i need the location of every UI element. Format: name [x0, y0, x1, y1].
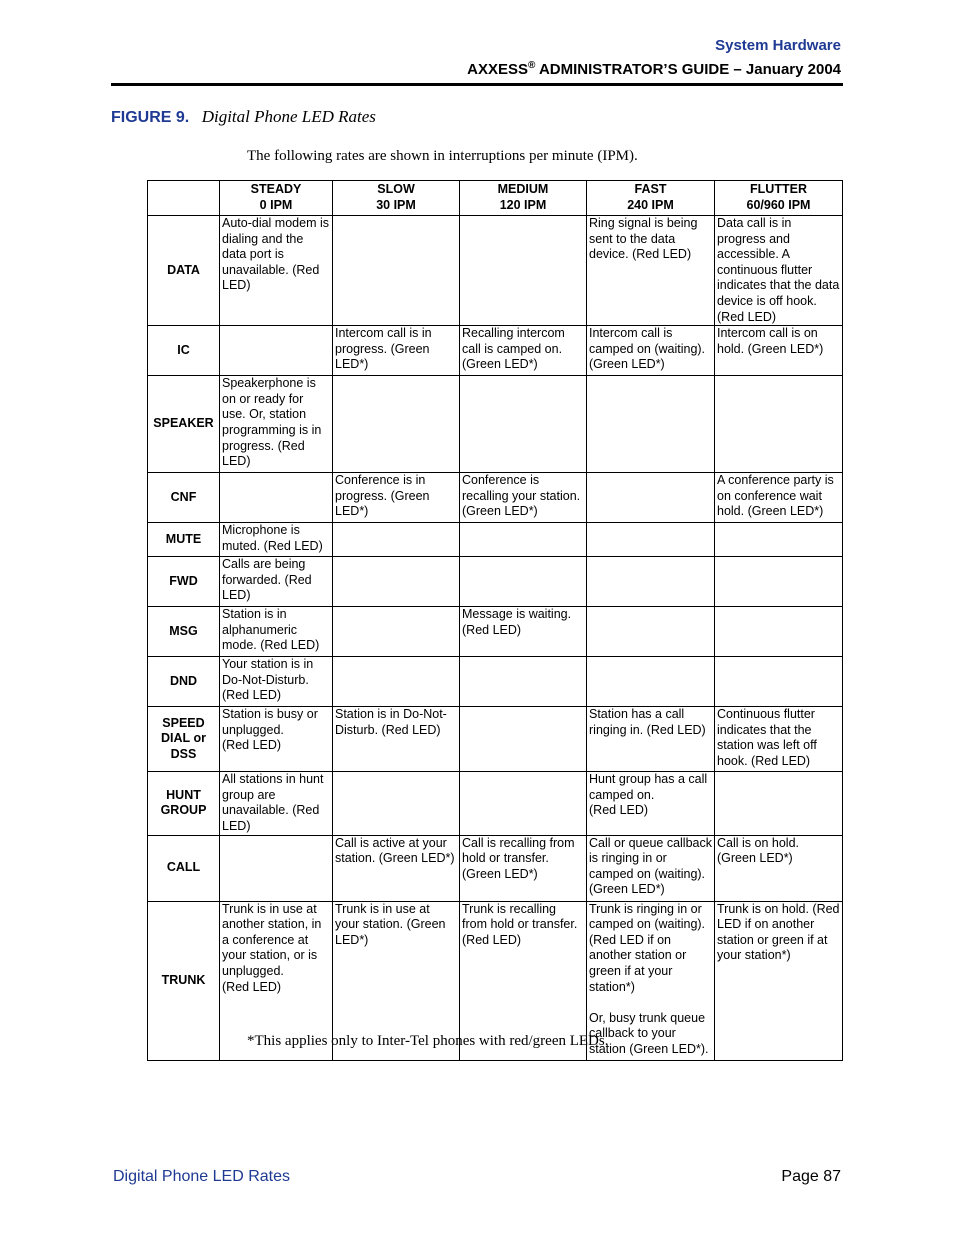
row-header: CNF — [148, 473, 220, 523]
table-cell — [333, 216, 460, 326]
table-cell: Recalling intercom call is camped on. (Green LED*) — [460, 326, 587, 376]
table-row — [148, 557, 843, 607]
column-header: MEDIUM 120 IPM — [460, 181, 587, 216]
table-cell — [587, 657, 715, 707]
table-cell: Trunk is in use at another station, in a conference at your station, or is unplugged. (Red LED) — [220, 901, 333, 1060]
table-cell — [587, 376, 715, 473]
header-rule — [111, 83, 843, 86]
table-cell — [587, 607, 715, 657]
table-cell: Calls are being forwarded. (Red LED) — [220, 557, 333, 607]
table-cell: Trunk is on hold. (Red LED if on another station or green if at your station*) — [715, 901, 843, 1060]
row-header: FWD — [148, 557, 220, 607]
table-cell: Trunk is ringing in or camped on (waiting). (Red LED if on another station or green if at your station*) Or, busy trunk queue callback to your station (Green LED*). — [587, 901, 715, 1060]
guide-title: ADMINISTRATOR’S GUIDE – January 2004 — [535, 61, 841, 78]
intro-text: The following rates are shown in interruptions per minute (IPM). — [247, 148, 638, 164]
table-row — [148, 376, 843, 473]
table-cell: Call is on hold. (Green LED*) — [715, 835, 843, 901]
footnote: *This applies only to Inter-Tel phones with red/green LEDs. — [247, 1033, 609, 1049]
table-cell: Continuous flutter indicates that the station was left off hook. (Red LED) — [715, 707, 843, 772]
table-cell: Conference is recalling your station. (Green LED*) — [460, 473, 587, 523]
registered-mark: ® — [527, 60, 536, 71]
row-header: HUNT GROUP — [148, 772, 220, 835]
row-header: IC — [148, 326, 220, 376]
table-row — [148, 607, 843, 657]
table-cell: Call or queue callback is ringing in or camped on (waiting). (Green LED*) — [587, 835, 715, 901]
table-cell: Speakerphone is on or ready for use. Or, station programming is in progress. (Red LED) — [220, 376, 333, 473]
table-row — [148, 657, 843, 707]
table-cell — [715, 376, 843, 473]
figure-caption — [111, 107, 376, 127]
table-cell — [460, 376, 587, 473]
table-cell: Message is waiting. (Red LED) — [460, 607, 587, 657]
table-cell — [460, 772, 587, 835]
table-cell — [333, 376, 460, 473]
table-cell: Trunk is recalling from hold or transfer. (Red LED) — [460, 901, 587, 1060]
row-header: MUTE — [148, 523, 220, 557]
table-cell — [715, 657, 843, 707]
row-header: MSG — [148, 607, 220, 657]
table-cell — [220, 835, 333, 901]
table-cell: Station is in alphanumeric mode. (Red LED) — [220, 607, 333, 657]
column-header: FLUTTER 60/960 IPM — [715, 181, 843, 216]
table-cell — [333, 772, 460, 835]
table-cell: Call is active at your station. (Green LED*) — [333, 835, 460, 901]
table-cell: Data call is in progress and accessible. A continuous flutter indicates that the data device is off hook. (Red LED) — [715, 216, 843, 326]
guide-brand: AXXESS — [467, 61, 528, 78]
table-cell: Station has a call ringing in. (Red LED) — [587, 707, 715, 772]
row-header: TRUNK — [148, 901, 220, 1060]
table-row — [148, 707, 843, 772]
table-row — [148, 326, 843, 376]
running-header-guide — [467, 60, 841, 78]
table-cell: A conference party is on conference wait hold. (Green LED*) — [715, 473, 843, 523]
table-cell: Call is recalling from hold or transfer. (Green LED*) — [460, 835, 587, 901]
table-cell: Auto-dial modem is dialing and the data port is unavailable. (Red LED) — [220, 216, 333, 326]
table-row — [148, 835, 843, 901]
table-cell: Station is in Do-Not-Disturb. (Red LED) — [333, 707, 460, 772]
table-cell: Conference is in progress. (Green LED*) — [333, 473, 460, 523]
table-cell — [715, 557, 843, 607]
column-header: SLOW 30 IPM — [333, 181, 460, 216]
table-cell: Intercom call is on hold. (Green LED*) — [715, 326, 843, 376]
column-header: STEADY 0 IPM — [220, 181, 333, 216]
column-header — [148, 181, 220, 216]
table-cell — [587, 473, 715, 523]
running-header-section: System Hardware — [715, 37, 841, 54]
table-cell — [333, 523, 460, 557]
table-row — [148, 473, 843, 523]
table-cell — [715, 607, 843, 657]
figure-title: Digital Phone LED Rates — [201, 107, 376, 126]
row-header: CALL — [148, 835, 220, 901]
row-header: DATA — [148, 216, 220, 326]
table-cell: Your station is in Do-Not-Disturb. (Red LED) — [220, 657, 333, 707]
table-cell — [333, 557, 460, 607]
table-cell: Microphone is muted. (Red LED) — [220, 523, 333, 557]
table-cell: Intercom call is in progress. (Green LED*) — [333, 326, 460, 376]
table-cell — [220, 326, 333, 376]
table-row — [148, 216, 843, 326]
table-cell — [587, 523, 715, 557]
table-cell — [460, 216, 587, 326]
table-row — [148, 523, 843, 557]
table-cell: Station is busy or unplugged. (Red LED) — [220, 707, 333, 772]
table-cell — [460, 523, 587, 557]
table-cell — [460, 557, 587, 607]
row-header: DND — [148, 657, 220, 707]
row-header: SPEED DIAL or DSS — [148, 707, 220, 772]
table-cell: Intercom call is camped on (waiting). (Green LED*) — [587, 326, 715, 376]
figure-label: FIGURE 9. — [111, 109, 190, 126]
table-cell: Hunt group has a call camped on. (Red LED) — [587, 772, 715, 835]
led-rates-table — [147, 180, 843, 1061]
table-cell — [587, 557, 715, 607]
table-cell — [333, 607, 460, 657]
table-row — [148, 772, 843, 835]
table-cell: Trunk is in use at your station. (Green LED*) — [333, 901, 460, 1060]
table-cell — [460, 657, 587, 707]
table-cell — [220, 473, 333, 523]
page-number: Page 87 — [781, 1168, 841, 1185]
table-cell — [460, 707, 587, 772]
table-cell — [715, 772, 843, 835]
row-header: SPEAKER — [148, 376, 220, 473]
table-cell: All stations in hunt group are unavailable. (Red LED) — [220, 772, 333, 835]
footer-section-title: Digital Phone LED Rates — [113, 1168, 290, 1185]
table-cell — [333, 657, 460, 707]
table-header-row — [148, 181, 843, 216]
table-cell — [715, 523, 843, 557]
table-cell: Ring signal is being sent to the data device. (Red LED) — [587, 216, 715, 326]
column-header: FAST 240 IPM — [587, 181, 715, 216]
